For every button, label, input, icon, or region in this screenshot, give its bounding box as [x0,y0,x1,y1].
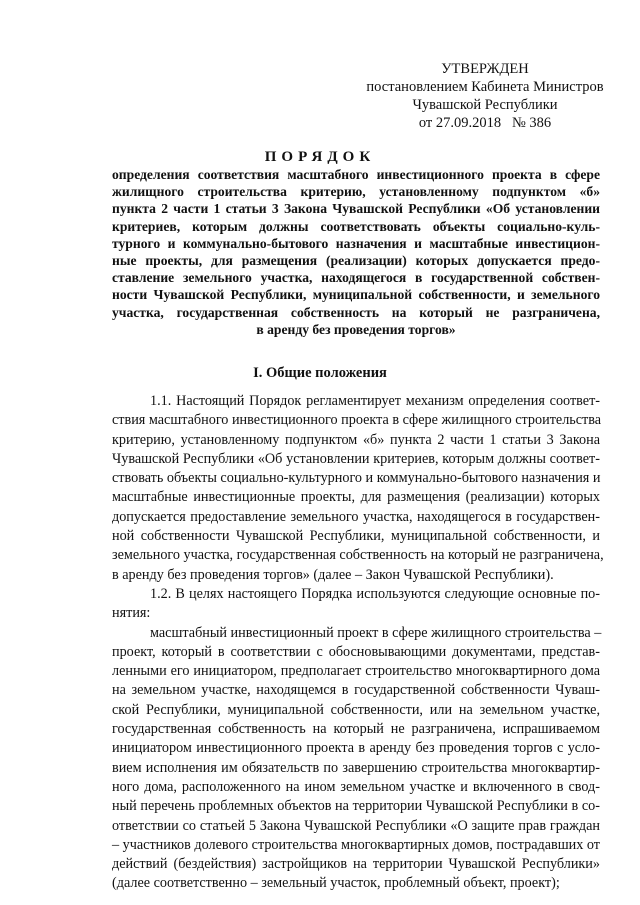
subtitle-line: ности Чувашской Республики, муниципальной собственности, и земельного [112,287,600,303]
document-subtitle [112,166,600,338]
approval-line-2: постановлением Кабинета Министров [366,79,604,95]
body-line: ного дома, расположенного на ином земельном участке и включенного в свод- [112,778,600,795]
body-line: в аренду без проведения торгов» (далее – Закон Чувашской Республики). [112,566,554,583]
approval-line-4: от 27.09.2018 № 386 [418,115,552,131]
section-heading: I. Общие положения [253,365,387,381]
body-line: вием исполнения им обязательств по завершению строительства многоквартир- [112,759,600,776]
body-line: действий (бездействия) застройщиков на территории Чувашской Республики» [112,856,600,873]
body-line: ответствии со статьей 5 Закона Чувашской Республики «О защите прав граждан [112,817,600,834]
body-line: ствия масштабного инвестиционного проекта в сфере жилищного строительства [112,412,602,429]
subtitle-line: критериев, которым должны соответствовать объекты социально-куль- [112,218,600,234]
body-line: государственная собственность на который не разграничена, испрашиваемом [112,721,600,738]
subtitle-line: ставление земельного участка, находящегося в государственной собствен- [112,270,600,286]
body-line: масштабные инвестиционные проекты, для размещения (реализации) которых [112,489,600,506]
body-line: ный перечень проблемных объектов на территории Чувашской Республики в со- [112,798,600,815]
subtitle-line: участка, государственная собственность на который не разграничена, [112,304,600,320]
subtitle-line: определения соответствия масштабного инвестиционного проекта в сфере [112,167,600,182]
body-line: – участников долевого строительства многоквартирных домов, пострадавших от [112,836,600,853]
body-line: земельного участка, государственная собственность на который не разграничена, [112,547,604,564]
approval-stamp [360,60,610,132]
body-line: ной собственности Чувашской Республики, муниципальной собственности, и [112,528,600,545]
subtitle-line: турного и коммунально-бытового назначения и масштабные инвестицион- [112,235,600,251]
subtitle-line: пункта 2 части 1 статьи 3 Закона Чувашской Республики «Об установлении [112,201,600,217]
document-title: ПОРЯДОК [264,149,376,165]
subtitle-line: ные проекты, для размещения (реализации) которых допускается предо- [112,253,600,269]
body-line: ской Республики, муниципальной собственности, или на земельном участке, [112,701,600,718]
body-line: проект, который в соответствии с обосновывающими документами, представ- [112,643,600,660]
body-line: на земельном участке, находящемся в государственной собственности Чуваш- [112,682,600,699]
subtitle-line: жилищного строительства критерию, установленному подпунктом «б» [112,184,600,200]
body-line: масштабный инвестиционный проект в сфере жилищного строительства – [150,624,602,641]
body-line: ствовать объекты социально-культурного и коммунально-бытового назначения и [112,470,601,487]
subtitle-line: в аренду без проведения торгов» [256,321,456,337]
body-line: (далее соответственно – земельный участок, проблемный объект, проект); [112,875,560,892]
body-line: инициатором инвестиционного проекта в аренду без проведения торгов с усло- [112,740,600,757]
body-line: нятия: [112,605,151,622]
approval-line-1: УТВЕРЖДЕН [441,61,529,77]
body-line: критерию, установленному подпунктом «б» пункта 2 части 1 статьи 3 Закона [112,431,600,448]
approval-line-3: Чувашской Республики [412,97,558,113]
document-body [112,392,604,894]
body-line: 1.2. В целях настоящего Порядка используются следующие основные по- [150,585,600,602]
body-line: Чувашской Республики «Об установлении критериев, которым должны соответ- [112,450,600,467]
body-line: 1.1. Настоящий Порядок регламентирует механизм определения соответ- [150,393,600,409]
body-line: допускается предоставление земельного участка, находящегося в государствен- [112,508,600,525]
body-line: ленными его инициатором, предполагает строительство многоквартирного дома [112,663,600,680]
